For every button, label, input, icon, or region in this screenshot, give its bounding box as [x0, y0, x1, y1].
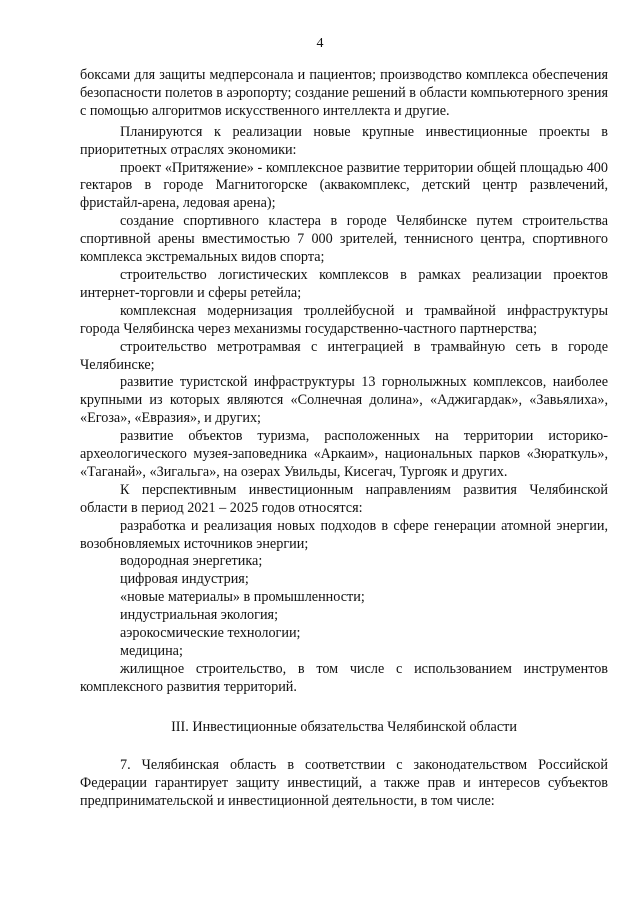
list-item: аэрокосмические технологии;	[120, 625, 301, 642]
list-item: «новые материалы» в промышленности;	[120, 589, 365, 606]
list-item: разработка и реализация новых подходов в сфере генерации атомной энергии, возобновляемых источников энергии;	[80, 517, 608, 552]
list-item: комплексная модернизация троллейбусной и трамвайной инфраструктуры города Челябинска через механизмы государственно-частного партнерства;	[80, 302, 608, 337]
paragraph: Планируются к реализации новые крупные инвестиционные проекты в приоритетных отраслях экономики:	[80, 123, 608, 158]
list-item: строительство логистических комплексов в рамках реализации проектов интернет-торговли и сферы ретейла;	[80, 266, 608, 301]
list-item: проект «Притяжение» - комплексное развитие территории общей площадью 400 гектаров в городе Магнитогорске (аквакомплекс, детский центр развлечений, фристайл-арена, ледовая арена);	[80, 159, 608, 212]
list-item: строительство метротрамвая с интеграцией в трамвайную сеть в городе Челябинске;	[80, 338, 608, 373]
paragraph: 7. Челябинская область в соответствии с законодательством Российской Федерации гарантирует защиту инвестиций, а также прав и интересов субъектов предпринимательской и инвестиционной деятельности, в том числе:	[80, 756, 608, 809]
list-item: водородная энергетика;	[120, 553, 263, 570]
list-item: развитие объектов туризма, расположенных на территории историко-археологического музея-заповедника «Аркаим», национальных парков «Зюраткуль», «Таганай», «Зигальга», на озерах Увильды, Кисегач, Тургояк и других.	[80, 428, 608, 480]
list-item: медицина;	[120, 643, 183, 659]
list-item: цифровая индустрия;	[120, 571, 249, 588]
document-body	[80, 67, 608, 810]
paragraph: К перспективным инвестиционным направлениям развития Челябинской области в период 2021 – 2025 годов относятся:	[80, 481, 608, 516]
list-item: развитие туристской инфраструктуры 13 горнолыжных комплексов, наиболее крупными из которых являются «Солнечная долина», «Аджигардак», «Завьялиха», «Егоза», «Евразия», и других;	[80, 374, 608, 427]
list-item: создание спортивного кластера в городе Челябинске путем строительства спортивной арены вместимостью 7 000 зрителей, теннисного центра, спортивного комплекса экстремальных видов спорта;	[80, 213, 608, 266]
section-heading: III. Инвестиционные обязательства Челябинской области	[171, 718, 517, 735]
page-number: 4	[316, 36, 324, 51]
paragraph: боксами для защиты медперсонала и пациентов; производство комплекса обеспечения безопасности полетов в аэропорту; создание решений в области компьютерного зрения с помощью алгоритмов искусственного интеллекта и другие.	[80, 67, 609, 119]
list-item: жилищное строительство, в том числе с использованием инструментов комплексного развития территорий.	[80, 660, 608, 695]
list-item: индустриальная экология;	[120, 607, 279, 624]
